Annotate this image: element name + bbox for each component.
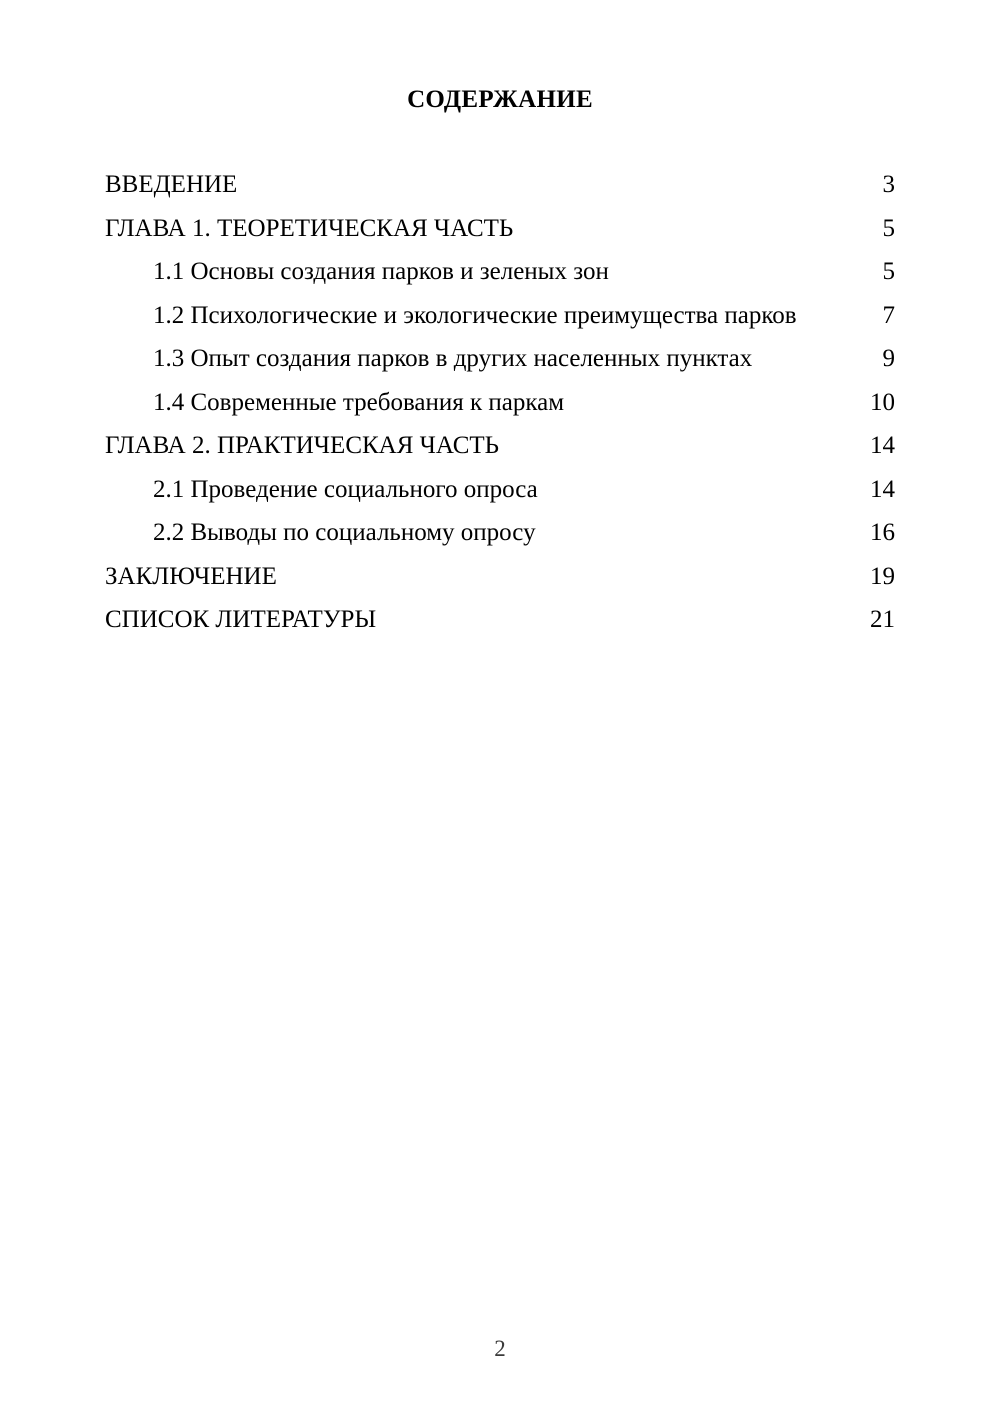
toc-entry[interactable]: [105, 427, 895, 465]
toc-entry[interactable]: [105, 384, 895, 422]
toc-entry[interactable]: [105, 514, 895, 552]
toc-entry[interactable]: [105, 210, 895, 248]
toc-entry-page: 9: [882, 345, 895, 372]
toc-entry-page: 7: [882, 301, 895, 329]
toc-entry[interactable]: [105, 340, 895, 378]
page-number: 2: [494, 1336, 506, 1361]
toc-entry-page: 5: [882, 258, 895, 285]
toc-entry-label: СПИСОК ЛИТЕРАТУРЫ: [105, 606, 377, 633]
toc-entry-label: ГЛАВА 1. ТЕОРЕТИЧЕСКАЯ ЧАСТЬ: [105, 214, 514, 242]
toc-entry-label: 1.4 Современные требования к паркам: [153, 388, 565, 416]
toc-entry-page: 19: [870, 562, 895, 590]
toc-entry-label: 2.1 Проведение социального опроса: [153, 475, 538, 503]
toc-entry-page: 14: [870, 475, 895, 503]
toc-entry-label: ГЛАВА 2. ПРАКТИЧЕСКАЯ ЧАСТЬ: [105, 432, 500, 459]
toc-entry-label: 1.1 Основы создания парков и зеленых зон: [153, 258, 609, 285]
toc-entry-page: 14: [870, 432, 895, 459]
table-of-contents: [105, 166, 895, 639]
toc-entry[interactable]: [105, 253, 895, 291]
toc-entry[interactable]: [105, 471, 895, 509]
toc-entry-label: 1.3 Опыт создания парков в других населенных пунктах: [153, 345, 753, 372]
page-title: СОДЕРЖАНИЕ: [407, 86, 593, 113]
toc-entry-label: 1.2 Психологические и экологические преимущества парков: [153, 301, 797, 329]
toc-entry[interactable]: [105, 297, 895, 335]
toc-entry-page: 5: [882, 214, 895, 242]
toc-entry-page: 16: [870, 519, 895, 546]
toc-entry-page: 3: [882, 171, 895, 198]
toc-entry-label: ВВЕДЕНИЕ: [105, 171, 238, 198]
toc-entry-label: 2.2 Выводы по социальному опросу: [153, 519, 536, 546]
toc-entry-page: 10: [870, 388, 895, 416]
toc-entry[interactable]: [105, 601, 895, 639]
toc-entry-page: 21: [870, 606, 895, 633]
toc-entry-label: ЗАКЛЮЧЕНИЕ: [105, 562, 277, 590]
toc-entry[interactable]: [105, 166, 895, 204]
toc-entry[interactable]: [105, 558, 895, 596]
